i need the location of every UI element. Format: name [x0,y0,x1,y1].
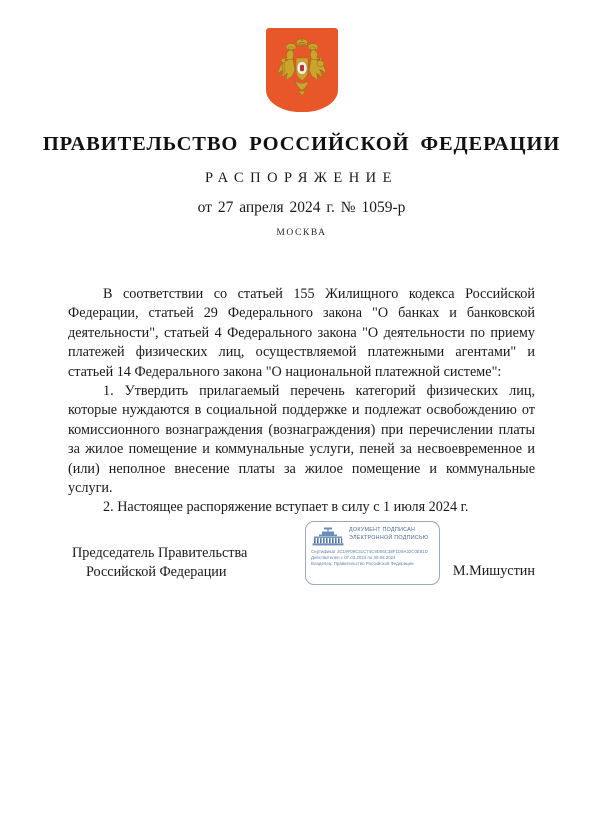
document-number: от 27 апреля 2024 г. № 1059-р [197,199,406,216]
estamp-owner: Владелец: Правительство Российской Федерации [311,561,414,567]
double-headed-eagle-icon [274,38,330,102]
emblem-shield [266,28,338,112]
estamp-header [311,526,434,546]
estamp-validity: Действителен с 07.03.2023 по 30.05.2024 [311,555,396,561]
coat-of-arms-emblem [0,28,603,112]
body-paragraph-2: 1. Утвердить прилагаемый перечень категорий физических лиц, которые нуждаются в социальной поддержке и подлежат освобождению от комиссионного вознаграждения (вознаграждения) при перечислении платы за жилое помещение и коммунальные услуги, пеней за несвоевременное и (или) неполное внесение платы за жилое помещение и коммунальные услуги. [68,383,535,497]
page-title: ПРАВИТЕЛЬСТВО РОССИЙСКОЙ ФЕДЕРАЦИИ [42,133,561,155]
estamp-title [349,526,429,542]
body-paragraph-1: В соответствии со статьей 155 Жилищного кодекса Российской Федерации, статьей 29 Федерального закона "О банках и банковской деятельности", статьей 4 Федерального закона "О деятельности по приему платежей физических лиц, осуществляемой платежными агентами" и статьей 14 Федерального закона "О национальной платежной системе": [68,286,535,380]
document-kind: РАСПОРЯЖЕНИЕ [204,170,399,186]
estamp-title-line-2: ЭЛЕКТРОННОЙ ПОДПИСЬЮ [349,534,429,541]
signatory-name: М.Мишустин [452,563,535,579]
signatory-role-line-1: Председатель Правительства [72,545,248,561]
document-body [68,285,535,518]
signature-block [68,544,535,590]
signatory-role-line-2: Российской Федерации [86,564,227,580]
signatory-role [72,544,247,582]
estamp-certificate: Сертификат 2С19F09С31С74С9D06С38F1D9A32С0E81D [311,549,428,554]
document-city: МОСКВА [276,228,327,238]
estamp-title-line-1: ДОКУМЕНТ ПОДПИСАН [349,527,416,533]
body-paragraph-3: 2. Настоящее распоряжение вступает в силу с 1 июля 2024 г. [103,499,469,516]
